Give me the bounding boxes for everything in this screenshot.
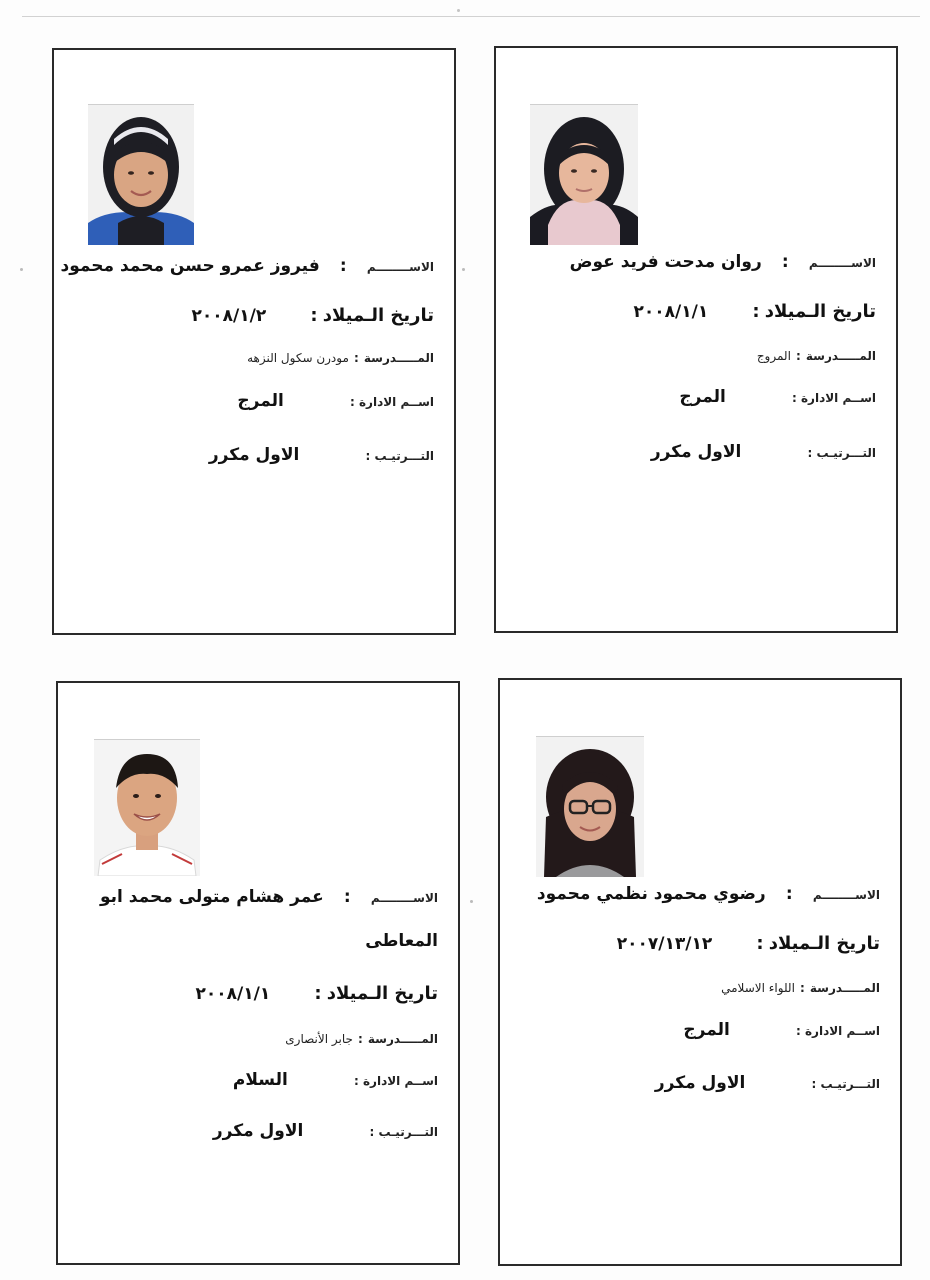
school-row	[68, 1028, 438, 1047]
student-photo	[88, 104, 194, 245]
school-label: المـــــدرسة	[809, 981, 880, 995]
school-name: المروج	[756, 349, 791, 363]
colon: :	[752, 301, 760, 322]
rank-label: التـــرتيـب :	[365, 449, 434, 463]
name-label: الاســــــــم	[812, 888, 880, 902]
student-name: عمر هشام متولى محمد ابو	[99, 887, 324, 907]
colon: :	[796, 349, 801, 363]
birth-row	[510, 933, 880, 954]
scan-speck	[470, 900, 473, 903]
admin-name: المرج	[237, 391, 284, 411]
colon: :	[800, 981, 805, 995]
student-card	[52, 48, 456, 635]
admin-row	[68, 1070, 438, 1090]
birth-row	[68, 983, 438, 1004]
top-rule	[22, 16, 920, 17]
birth-date: ٢٠٠٨/١/١	[195, 984, 271, 1004]
student-photo	[530, 104, 638, 245]
school-label: المـــــدرسة	[363, 351, 434, 365]
colon: :	[314, 983, 322, 1004]
rank-row	[68, 1121, 438, 1141]
admin-label: اســم الادارة :	[354, 1074, 438, 1088]
birth-label: تاريخ الـميلاد	[322, 305, 434, 326]
colon: :	[781, 252, 789, 272]
birth-date: ٢٠٠٨/١/٢	[191, 306, 267, 326]
admin-name: المرج	[683, 1020, 730, 1040]
admin-name: المرج	[679, 387, 726, 407]
name-label: الاســــــــم	[370, 891, 438, 905]
school-label: المـــــدرسة	[805, 349, 876, 363]
name-row	[510, 884, 880, 904]
birth-row	[506, 301, 876, 322]
student-name: فيروز عمرو حسن محمد محمود	[60, 256, 320, 276]
school-row	[64, 347, 434, 366]
colon: :	[343, 887, 351, 907]
colon: :	[785, 884, 793, 904]
name-label: الاســــــــم	[366, 260, 434, 274]
colon: :	[358, 1032, 363, 1046]
name-row	[68, 887, 438, 907]
birth-label: تاريخ الـميلاد	[764, 301, 876, 322]
birth-row	[64, 305, 434, 326]
student-name-line2: المعاطى	[365, 931, 438, 951]
student-card	[494, 46, 898, 633]
school-row	[506, 345, 876, 364]
admin-row	[64, 391, 434, 411]
birth-label: تاريخ الـميلاد	[326, 983, 438, 1004]
rank-row	[510, 1073, 880, 1093]
student-name: روان مدحت فريد عوض	[569, 252, 762, 272]
student-card	[56, 681, 460, 1265]
student-card	[498, 678, 902, 1266]
student-photo	[536, 736, 644, 877]
birth-label: تاريخ الـميلاد	[768, 933, 880, 954]
admin-row	[510, 1020, 880, 1040]
colon: :	[354, 351, 359, 365]
rank-value: الاول مكرر	[654, 1073, 746, 1093]
name-row	[60, 256, 434, 276]
rank-label: التـــرتيـب :	[369, 1125, 438, 1139]
school-name: مودرن سكول النزهه	[247, 351, 349, 365]
school-row	[510, 977, 880, 996]
admin-label: اســم الادارة :	[350, 395, 434, 409]
scan-speck	[20, 268, 23, 271]
name-row-continued	[68, 931, 438, 951]
school-name: جابر الأنصارى	[285, 1032, 353, 1046]
student-name: رضوي محمود نظمي محمود	[536, 884, 766, 904]
school-name: اللواء الاسلامي	[721, 981, 795, 995]
colon: :	[310, 305, 318, 326]
birth-date: ٢٠٠٧/١٣/١٢	[616, 934, 713, 954]
rank-label: التـــرتيـب :	[807, 446, 876, 460]
colon: :	[339, 256, 347, 276]
rank-row	[64, 445, 434, 465]
rank-label: التـــرتيـب :	[811, 1077, 880, 1091]
admin-name: السلام	[232, 1070, 288, 1090]
rank-value: الاول مكرر	[208, 445, 300, 465]
rank-value: الاول مكرر	[650, 442, 742, 462]
student-photo	[94, 739, 200, 876]
colon: :	[756, 933, 764, 954]
admin-label: اســم الادارة :	[796, 1024, 880, 1038]
scan-speck	[457, 9, 460, 12]
admin-row	[506, 387, 876, 407]
name-label: الاســــــــم	[808, 256, 876, 270]
admin-label: اســم الادارة :	[792, 391, 876, 405]
rank-value: الاول مكرر	[212, 1121, 304, 1141]
rank-row	[506, 442, 876, 462]
birth-date: ٢٠٠٨/١/١	[633, 302, 709, 322]
name-row	[506, 252, 876, 272]
scan-speck	[462, 268, 465, 271]
school-label: المـــــدرسة	[367, 1032, 438, 1046]
